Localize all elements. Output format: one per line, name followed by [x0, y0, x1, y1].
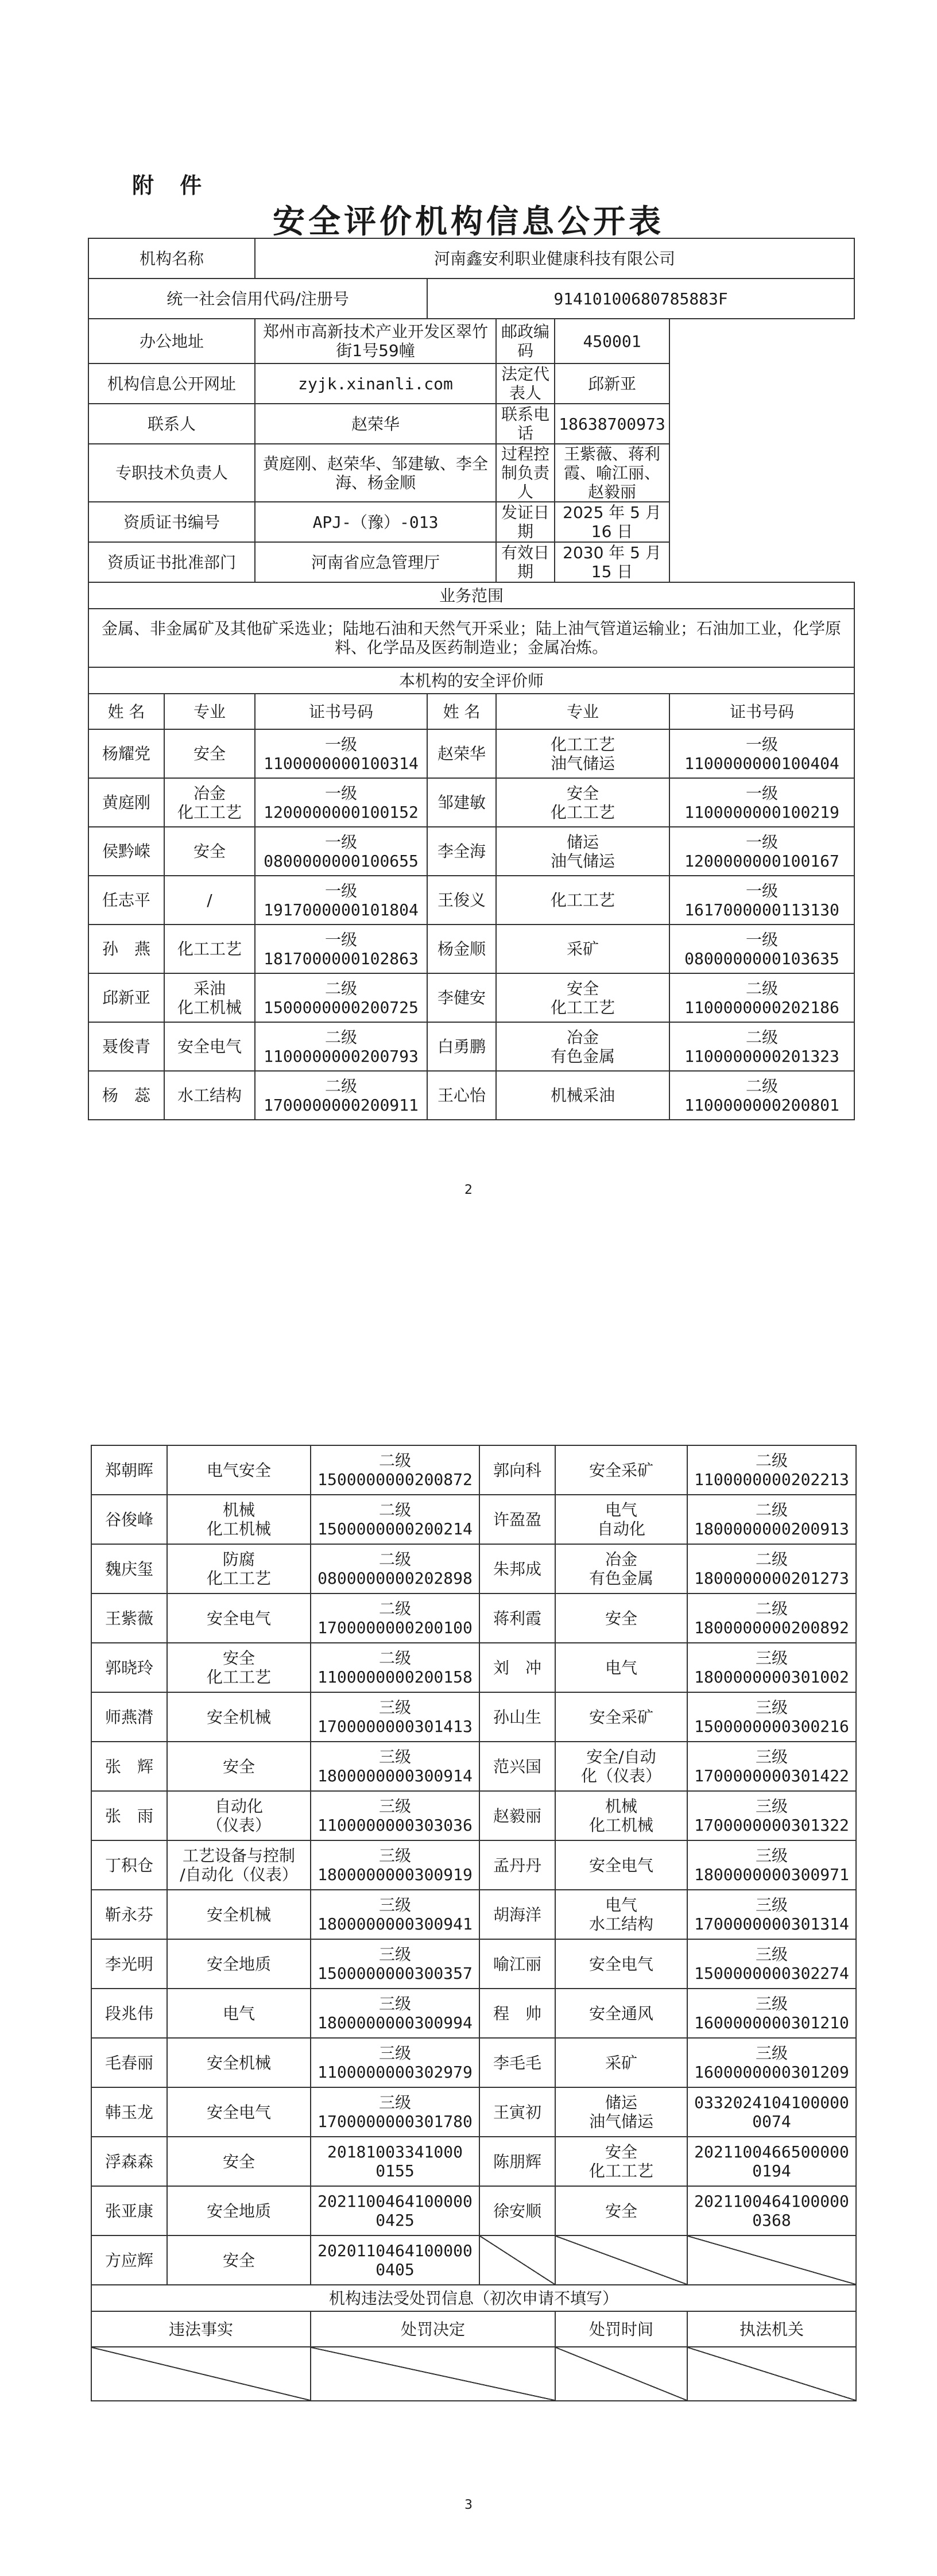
evaluator-row — [91, 1742, 856, 1791]
evaluator-row — [88, 925, 854, 973]
website-label: 机构信息公开网址 — [88, 363, 255, 404]
evaluator-cert: 0332024104100000 0074 — [687, 2087, 856, 2137]
org-name-label: 机构名称 — [88, 238, 255, 279]
evaluator-major: 安全采矿 — [555, 1692, 687, 1742]
org-name-value: 河南鑫安利职业健康科技有限公司 — [255, 238, 854, 279]
evaluator-major: 安全 — [164, 729, 255, 778]
legal-rep-label: 法定代表人 — [496, 363, 555, 404]
business-scope-heading: 业务范围 — [88, 582, 854, 609]
evaluator-major: 电气安全 — [167, 1445, 311, 1495]
evaluator-major: 安全电气 — [167, 1593, 311, 1643]
evaluator-cert — [687, 2235, 856, 2285]
evaluator-name: 杨耀党 — [88, 729, 164, 778]
evaluator-cert: 三级 1700000000301422 — [687, 1742, 856, 1791]
evaluator-row — [91, 1939, 856, 1989]
evaluator-cert: 二级 1500000000200872 — [311, 1445, 479, 1495]
credit-code-value: 91410100680785883F — [427, 279, 854, 319]
evaluator-cert: 三级 1100000000302979 — [311, 2038, 479, 2087]
evaluator-row — [91, 1593, 856, 1643]
evaluator-major — [555, 2235, 687, 2285]
evaluator-major: 化工工艺 — [496, 876, 669, 925]
evaluator-row — [88, 827, 854, 876]
evaluator-name: 徐安顺 — [479, 2186, 555, 2235]
evaluator-cert: 一级 1100000000100314 — [255, 729, 427, 778]
evaluator-name: 靳永芬 — [91, 1890, 167, 1939]
evaluator-row — [91, 2038, 856, 2087]
evaluator-cert: 二级 1100000000200158 — [311, 1643, 479, 1692]
evaluator-cert: 二级 1800000000200892 — [687, 1593, 856, 1643]
evaluator-name: 张亚康 — [91, 2186, 167, 2235]
approval-dept-label: 资质证书批准部门 — [88, 542, 255, 582]
evaluator-name: 师燕潸 — [91, 1692, 167, 1742]
issue-date-value: 2025 年 5 月 16 日 — [555, 502, 669, 542]
evaluator-name: 李毛毛 — [479, 2038, 555, 2087]
evaluator-major: 安全采矿 — [555, 1445, 687, 1495]
col-decision-header: 处罚决定 — [311, 2311, 555, 2347]
evaluator-major: 安全 化工工艺 — [555, 2137, 687, 2186]
evaluator-row — [91, 1643, 856, 1692]
evaluator-name: 杨金顺 — [427, 925, 496, 973]
evaluator-cert: 一级 1100000000100404 — [669, 729, 854, 778]
cert-no-label: 资质证书编号 — [88, 502, 255, 542]
evaluator-name: 刘 冲 — [479, 1643, 555, 1692]
evaluator-major: 防腐 化工工艺 — [167, 1544, 311, 1593]
evaluator-cert: 一级 0800000000103635 — [669, 925, 854, 973]
evaluator-cert: 一级 1200000000100152 — [255, 778, 427, 827]
col-major-header: 专业 — [164, 694, 255, 729]
evaluator-row — [91, 1544, 856, 1593]
evaluator-cert: 二级 1800000000201273 — [687, 1544, 856, 1593]
col-authority-header: 执法机关 — [687, 2311, 856, 2347]
evaluator-major: 工艺设备与控制 /自动化（仪表） — [167, 1840, 311, 1890]
phone-value: 18638700973 — [555, 404, 669, 444]
evaluator-cert: 二级 1100000000200801 — [669, 1071, 854, 1120]
evaluator-cert: 三级 1800000000300941 — [311, 1890, 479, 1939]
evaluator-cert: 三级 1700000000301322 — [687, 1791, 856, 1840]
evaluator-name: 张 辉 — [91, 1742, 167, 1791]
evaluator-row — [88, 729, 854, 778]
evaluator-name: 郭晓玲 — [91, 1643, 167, 1692]
evaluator-major: 机械采油 — [496, 1071, 669, 1120]
evaluator-major: 冶金 化工工艺 — [164, 778, 255, 827]
evaluator-cert: 一级 1917000000101804 — [255, 876, 427, 925]
evaluator-cert: 二级 1700000000200100 — [311, 1593, 479, 1643]
evaluator-cert: 三级 1700000000301780 — [311, 2087, 479, 2137]
evaluator-major: 安全 — [167, 2235, 311, 2285]
col-fact-header: 违法事实 — [91, 2311, 311, 2347]
evaluator-cert: 一级 1617000000113130 — [669, 876, 854, 925]
evaluator-name: 黄庭刚 — [88, 778, 164, 827]
evaluator-cert: 三级 1700000000301413 — [311, 1692, 479, 1742]
evaluator-major: 电气 水工结构 — [555, 1890, 687, 1939]
evaluator-name: 郑朝晖 — [91, 1445, 167, 1495]
col-major-header: 专业 — [496, 694, 669, 729]
evaluator-row — [88, 876, 854, 925]
evaluator-name: 魏庆玺 — [91, 1544, 167, 1593]
evaluator-name: 赵毅丽 — [479, 1791, 555, 1840]
evaluator-row — [91, 1495, 856, 1544]
evaluator-major: 安全 化工工艺 — [496, 778, 669, 827]
evaluator-major: 冶金 有色金属 — [496, 1022, 669, 1071]
penalty-blank-cell — [687, 2347, 856, 2401]
page-number: 3 — [464, 2498, 473, 2512]
evaluator-row — [91, 2087, 856, 2137]
evaluator-cert: 三级 1800000000300919 — [311, 1840, 479, 1890]
evaluator-name: 胡海洋 — [479, 1890, 555, 1939]
cert-no-value: APJ-（豫）-013 — [255, 502, 496, 542]
evaluator-cert: 三级 1600000000301210 — [687, 1989, 856, 2038]
evaluator-cert: 二级 1100000000200793 — [255, 1022, 427, 1071]
evaluator-row — [91, 1989, 856, 2038]
evaluator-major: 储运 油气储运 — [555, 2087, 687, 2137]
issue-date-label: 发证日期 — [496, 502, 555, 542]
page-number: 2 — [464, 1183, 473, 1197]
evaluator-name: 王紫薇 — [91, 1593, 167, 1643]
evaluator-cert: 20181003341000 0155 — [311, 2137, 479, 2186]
evaluator-major: 安全机械 — [167, 2038, 311, 2087]
evaluator-name: 白勇鹏 — [427, 1022, 496, 1071]
evaluator-major: 水工结构 — [164, 1071, 255, 1120]
evaluator-major: 安全 — [167, 2137, 311, 2186]
evaluator-row — [91, 1890, 856, 1939]
evaluator-name: 任志平 — [88, 876, 164, 925]
evaluator-major: 机械 化工机械 — [555, 1791, 687, 1840]
evaluator-name: 谷俊峰 — [91, 1495, 167, 1544]
evaluator-row — [91, 1445, 856, 1495]
evaluator-cert: 2021100466500000 0194 — [687, 2137, 856, 2186]
evaluators-table-continued — [91, 1445, 857, 2401]
evaluator-name: 张 雨 — [91, 1791, 167, 1840]
penalty-blank-cell — [555, 2347, 687, 2401]
evaluator-major: 安全电气 — [167, 2087, 311, 2137]
penalty-heading: 机构违法受处罚信息（初次申请不填写） — [91, 2285, 856, 2311]
evaluator-cert: 三级 1800000000300914 — [311, 1742, 479, 1791]
legal-rep-value: 邱新亚 — [555, 363, 669, 404]
evaluator-major: 采矿 — [555, 2038, 687, 2087]
evaluator-name: 郭向科 — [479, 1445, 555, 1495]
penalty-blank-cell — [91, 2347, 311, 2401]
evaluator-cert: 三级 1800000000301002 — [687, 1643, 856, 1692]
evaluator-major: 安全 — [164, 827, 255, 876]
evaluator-major: 化工工艺 油气储运 — [496, 729, 669, 778]
evaluator-cert: 二级 1100000000202186 — [669, 973, 854, 1022]
evaluator-major: 安全 — [555, 2186, 687, 2235]
evaluator-cert: 二级 1800000000200913 — [687, 1495, 856, 1544]
evaluator-major: 采矿 — [496, 925, 669, 973]
process-lead-label: 过程控制负责人 — [496, 444, 555, 502]
evaluator-major: 安全 — [555, 1593, 687, 1643]
evaluator-cert: 2020110464100000 0405 — [311, 2235, 479, 2285]
evaluator-cert: 三级 1800000000300971 — [687, 1840, 856, 1890]
evaluator-row — [88, 1022, 854, 1071]
evaluator-major: 安全机械 — [167, 1890, 311, 1939]
evaluator-major: 安全电气 — [555, 1840, 687, 1890]
evaluator-major: 电气 — [555, 1643, 687, 1692]
col-name-header: 姓 名 — [88, 694, 164, 729]
evaluator-name: 聂俊青 — [88, 1022, 164, 1071]
evaluator-cert: 一级 1817000000102863 — [255, 925, 427, 973]
evaluator-major: 安全电气 — [164, 1022, 255, 1071]
evaluator-name: 范兴国 — [479, 1742, 555, 1791]
evaluator-major: 安全通风 — [555, 1989, 687, 2038]
evaluator-cert: 三级 1800000000300994 — [311, 1989, 479, 2038]
evaluator-major: 电气 — [167, 1989, 311, 2038]
evaluator-name: 朱邦成 — [479, 1544, 555, 1593]
evaluator-row — [91, 1791, 856, 1840]
valid-until-value: 2030 年 5 月 15 日 — [555, 542, 669, 582]
credit-code-label: 统一社会信用代码/注册号 — [88, 279, 427, 319]
evaluator-major: 机械 化工机械 — [167, 1495, 311, 1544]
address-label: 办公地址 — [88, 319, 255, 363]
evaluator-major: 安全 化工工艺 — [167, 1643, 311, 1692]
evaluator-name: 王心怡 — [427, 1071, 496, 1120]
evaluator-name: 韩玉龙 — [91, 2087, 167, 2137]
evaluator-row — [91, 2137, 856, 2186]
evaluator-cert: 二级 1500000000200725 — [255, 973, 427, 1022]
evaluator-name: 王俊义 — [427, 876, 496, 925]
evaluator-name: 李全海 — [427, 827, 496, 876]
evaluator-cert: 二级 1100000000201323 — [669, 1022, 854, 1071]
evaluator-name: 李光明 — [91, 1939, 167, 1989]
tech-lead-value: 黄庭刚、赵荣华、邹建敏、李全海、杨金顺 — [255, 444, 496, 502]
attachment-label: 附 件 — [132, 173, 211, 198]
evaluator-name: 蒋利霞 — [479, 1593, 555, 1643]
evaluator-major: 自动化 （仪表） — [167, 1791, 311, 1840]
col-cert-header: 证书号码 — [255, 694, 427, 729]
evaluator-name: 毛春丽 — [91, 2038, 167, 2087]
evaluator-name — [479, 2235, 555, 2285]
evaluator-name: 孟丹丹 — [479, 1840, 555, 1890]
evaluator-name: 杨 蕊 — [88, 1071, 164, 1120]
evaluator-name: 邹建敏 — [427, 778, 496, 827]
evaluator-major: 安全/自动 化（仪表） — [555, 1742, 687, 1791]
evaluator-name: 陈朋辉 — [479, 2137, 555, 2186]
evaluator-name: 丁积仓 — [91, 1840, 167, 1890]
evaluator-cert: 二级 1700000000200911 — [255, 1071, 427, 1120]
col-name-header: 姓 名 — [427, 694, 496, 729]
tech-lead-label: 专职技术负责人 — [88, 444, 255, 502]
evaluator-cert: 三级 1500000000302274 — [687, 1939, 856, 1989]
evaluator-name: 孙山生 — [479, 1692, 555, 1742]
evaluator-name: 许盈盈 — [479, 1495, 555, 1544]
evaluator-cert: 一级 1100000000100219 — [669, 778, 854, 827]
evaluator-cert: 一级 1200000000100167 — [669, 827, 854, 876]
business-scope-text: 金属、非金属矿及其他矿采选业；陆地石油和天然气开采业；陆上油气管道运输业；石油加工业，化学原料、化学品及医药制造业；金属冶炼。 — [88, 609, 854, 667]
evaluator-name: 赵荣华 — [427, 729, 496, 778]
evaluator-name: 孙 燕 — [88, 925, 164, 973]
agency-info-table — [88, 238, 855, 1120]
evaluator-major: 安全地质 — [167, 1939, 311, 1989]
evaluator-name: 浮森森 — [91, 2137, 167, 2186]
evaluator-major: 冶金 有色金属 — [555, 1544, 687, 1593]
evaluator-cert: 三级 1500000000300357 — [311, 1939, 479, 1989]
postcode-label: 邮政编码 — [496, 319, 555, 363]
phone-label: 联系电话 — [496, 404, 555, 444]
evaluator-name: 邱新亚 — [88, 973, 164, 1022]
evaluator-cert: 三级 1100000000303036 — [311, 1791, 479, 1840]
contact-value: 赵荣华 — [255, 404, 496, 444]
evaluator-row — [88, 778, 854, 827]
evaluator-name: 段兆伟 — [91, 1989, 167, 2038]
evaluator-row — [88, 1071, 854, 1120]
approval-dept-value: 河南省应急管理厅 — [255, 542, 496, 582]
contact-label: 联系人 — [88, 404, 255, 444]
evaluator-major: 储运 油气储运 — [496, 827, 669, 876]
evaluator-cert: 三级 1700000000301314 — [687, 1890, 856, 1939]
evaluator-major: / — [164, 876, 255, 925]
evaluator-cert: 一级 0800000000100655 — [255, 827, 427, 876]
evaluator-cert: 三级 1500000000300216 — [687, 1692, 856, 1742]
evaluator-name: 程 帅 — [479, 1989, 555, 2038]
evaluators-heading: 本机构的安全评价师 — [88, 667, 854, 694]
evaluator-major: 安全 — [167, 1742, 311, 1791]
evaluator-major: 安全电气 — [555, 1939, 687, 1989]
evaluator-name: 方应辉 — [91, 2235, 167, 2285]
evaluator-cert: 二级 1100000000202213 — [687, 1445, 856, 1495]
evaluator-cert: 2021100464100000 0425 — [311, 2186, 479, 2235]
evaluator-row — [88, 973, 854, 1022]
evaluator-cert: 二级 1500000000200214 — [311, 1495, 479, 1544]
evaluator-major: 安全地质 — [167, 2186, 311, 2235]
evaluator-cert: 三级 1600000000301209 — [687, 2038, 856, 2087]
evaluator-major: 采油 化工机械 — [164, 973, 255, 1022]
evaluator-row — [91, 1692, 856, 1742]
page-title: 安全评价机构信息公开表 — [273, 203, 664, 241]
evaluator-name: 喻江丽 — [479, 1939, 555, 1989]
evaluator-major: 安全 化工工艺 — [496, 973, 669, 1022]
penalty-blank-cell — [311, 2347, 555, 2401]
evaluator-row — [91, 2186, 856, 2235]
evaluator-major: 安全机械 — [167, 1692, 311, 1742]
process-lead-value: 王紫薇、蒋利霞、喻江丽、赵毅丽 — [555, 444, 669, 502]
evaluator-name: 李健安 — [427, 973, 496, 1022]
evaluator-cert: 二级 0800000000202898 — [311, 1544, 479, 1593]
evaluator-name: 侯黔嵘 — [88, 827, 164, 876]
evaluator-major: 电气 自动化 — [555, 1495, 687, 1544]
evaluator-name: 王寅初 — [479, 2087, 555, 2137]
evaluator-cert: 2021100464100000 0368 — [687, 2186, 856, 2235]
website-value: zyjk.xinanli.com — [255, 363, 496, 404]
col-time-header: 处罚时间 — [555, 2311, 687, 2347]
evaluator-row — [91, 2235, 856, 2285]
postcode-value: 450001 — [555, 319, 669, 363]
address-value: 郑州市高新技术产业开发区翠竹街1号59幢 — [255, 319, 496, 363]
evaluator-row — [91, 1840, 856, 1890]
col-cert-header: 证书号码 — [669, 694, 854, 729]
valid-until-label: 有效日期 — [496, 542, 555, 582]
evaluator-major: 化工工艺 — [164, 925, 255, 973]
